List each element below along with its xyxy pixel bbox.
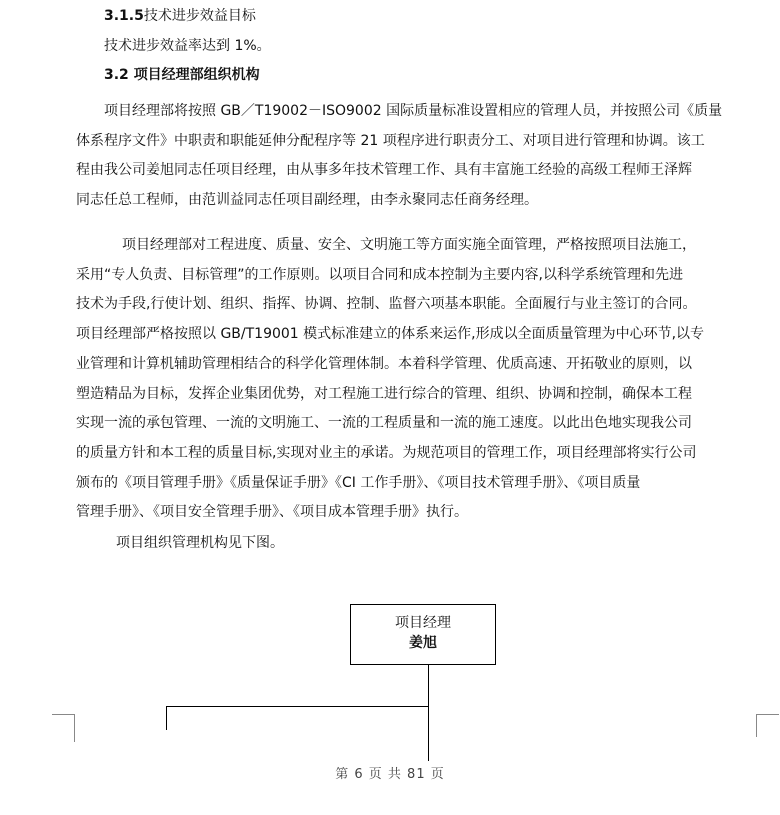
org-box-role: 项目经理: [395, 615, 451, 631]
org-connector-horizontal: [166, 706, 429, 707]
para2-line: 管理手册》、《项目安全管理手册》、《项目成本管理手册》执行。: [76, 504, 468, 521]
margin-corner-right: [756, 714, 779, 737]
para2-line: 颁布的《项目管理手册》《质量保证手册》《CI 工作手册》、《项目技术管理手册》、《项目质量: [76, 474, 641, 491]
para2-line: 实现一流的承包管理、一流的文明施工、一流的工程质量和一流的施工速度。以此出色地实现我公司: [76, 415, 692, 432]
para1-line: 程由我公司姜旭同志任项目经理，由从事多年技术管理工作、具有丰富施工经验的高级工程师王泽辉: [76, 162, 692, 179]
para2-line: 业管理和计算机辅助管理相结合的科学化管理体制。本着科学管理、优质高速、开拓敬业的原则，以: [76, 355, 692, 372]
para2-line: 的质量方针和本工程的质量目标,实现对业主的承诺。为规范项目的管理工作，项目经理部将实行公司: [76, 444, 697, 461]
para2-line: 项目经理部对工程进度、质量、安全、文明施工等方面实施全面管理，严格按照项目法施工，: [122, 237, 696, 253]
efficiency-line: 技术进步效益率达到 1%。: [104, 38, 271, 54]
para2-line: 塑造精品为目标，发挥企业集团优势，对工程施工进行综合的管理、组织、协调和控制，确保本工程: [76, 385, 692, 402]
org-connector-vertical: [428, 665, 429, 761]
para1-line: 项目经理部将按照 GB／T19002－ISO9002 国际质量标准设置相应的管理人员，并按照公司《质量: [104, 103, 723, 119]
org-connector-branch: [166, 706, 167, 730]
chart-intro: 项目组织管理机构见下图。: [116, 535, 284, 551]
section-title: 项目经理部组织机构: [133, 67, 260, 83]
para1-line: 体系程序文件》中职责和职能延伸分配程序等 21 项程序进行职责分工、对项目进行管理和协调。该工: [76, 132, 705, 149]
section-32-heading: [104, 65, 260, 85]
para2-line: 采用“专人负责、目标管理”的工作原则。以项目合同和成本控制为主要内容,以科学系统管理和先进: [76, 266, 683, 283]
para1-line: 同志任总工程师，由范训益同志任项目副经理，由李永聚同志任商务经理。: [76, 192, 538, 209]
paragraph-1: [76, 97, 752, 216]
para2-line: 技术为手段,行使计划、组织、指挥、协调、控制、监督六项基本职能。全面履行与业主签订的合同。: [76, 296, 697, 313]
section-number: 3.2: [104, 67, 129, 83]
org-box-project-manager: [350, 604, 496, 665]
org-box-name: 姜旭: [409, 635, 437, 651]
page-footer: [0, 763, 780, 782]
page-number-text: 第 6 页 共 81 页: [335, 767, 445, 782]
margin-mark-left: [74, 714, 75, 742]
margin-corner-left: [52, 714, 75, 737]
section-number: 3.1.5: [104, 8, 144, 24]
para2-line: 项目经理部严格按照以 GB/T19001 模式标准建立的体系来运作,形成以全面质量管理为中心环节,以专: [76, 326, 705, 343]
section-315-heading: [104, 6, 256, 26]
section-title: 技术进步效益目标: [143, 8, 256, 24]
paragraph-2: [76, 231, 752, 528]
